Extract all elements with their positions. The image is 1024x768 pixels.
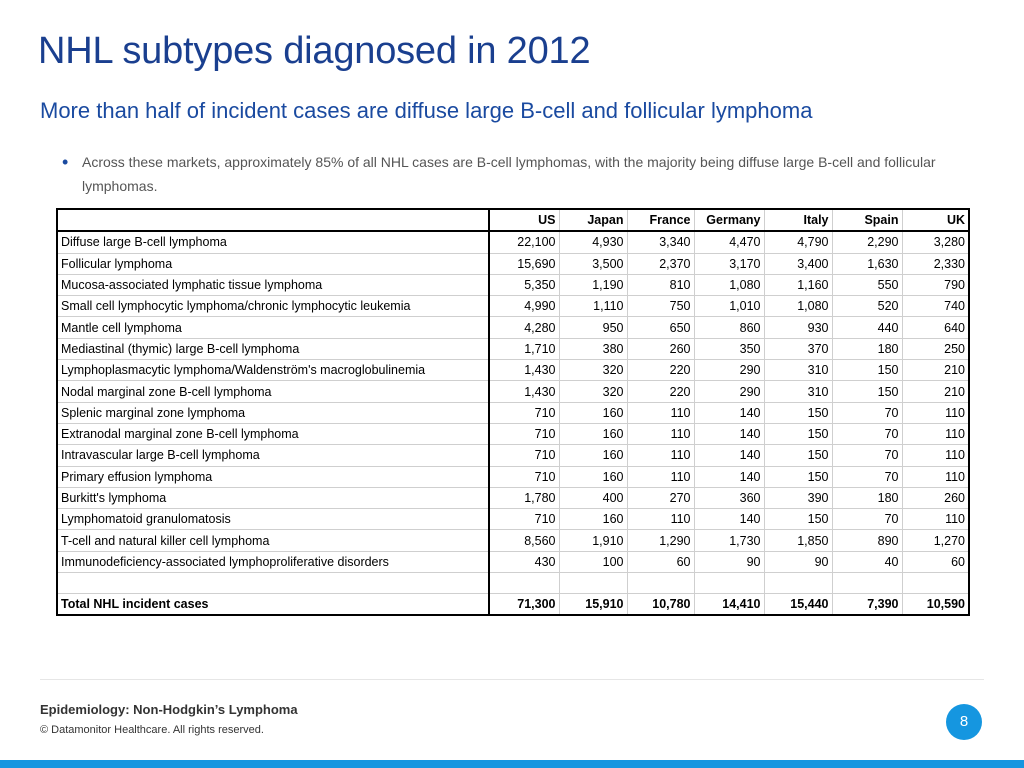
table-row	[57, 231, 969, 253]
row-label: Lymphoplasmacytic lymphoma/Waldenström's macroglobulinemia	[57, 360, 489, 381]
value-cell: 2,290	[832, 231, 902, 253]
value-cell: 350	[694, 338, 764, 359]
spacer-row	[57, 573, 969, 594]
value-cell: 310	[764, 360, 832, 381]
value-cell: 290	[694, 360, 764, 381]
value-cell: 860	[694, 317, 764, 338]
row-label: Mediastinal (thymic) large B-cell lymphoma	[57, 338, 489, 359]
value-cell: 1,190	[559, 274, 627, 295]
row-label: Burkitt's lymphoma	[57, 487, 489, 508]
value-cell: 320	[559, 381, 627, 402]
empty-cell	[764, 573, 832, 594]
value-cell: 8,560	[489, 530, 559, 551]
slide-subtitle: More than half of incident cases are diffuse large B-cell and follicular lymphoma	[40, 98, 813, 123]
value-cell: 360	[694, 487, 764, 508]
value-cell: 110	[902, 509, 969, 530]
value-cell: 650	[627, 317, 694, 338]
value-cell: 550	[832, 274, 902, 295]
value-cell: 790	[902, 274, 969, 295]
value-cell: 150	[764, 509, 832, 530]
footer-divider	[40, 679, 984, 680]
value-cell: 110	[902, 423, 969, 444]
bullet-point	[62, 150, 982, 198]
empty-cell	[694, 573, 764, 594]
value-cell: 390	[764, 487, 832, 508]
value-cell: 140	[694, 509, 764, 530]
table-row	[57, 317, 969, 338]
header-label-cell	[57, 209, 489, 231]
page-number-badge: 8	[946, 704, 982, 740]
value-cell: 3,170	[694, 253, 764, 274]
value-cell: 70	[832, 402, 902, 423]
value-cell: 2,370	[627, 253, 694, 274]
value-cell: 40	[832, 551, 902, 572]
value-cell: 3,400	[764, 253, 832, 274]
value-cell: 210	[902, 360, 969, 381]
slide-title: NHL subtypes diagnosed in 2012	[38, 30, 591, 72]
value-cell: 430	[489, 551, 559, 572]
value-cell: 1,910	[559, 530, 627, 551]
value-cell: 14,410	[694, 594, 764, 616]
value-cell: 1,630	[832, 253, 902, 274]
value-cell: 4,930	[559, 231, 627, 253]
value-cell: 1,430	[489, 381, 559, 402]
value-cell: 210	[902, 381, 969, 402]
table-row	[57, 402, 969, 423]
row-label: Splenic marginal zone lymphoma	[57, 402, 489, 423]
value-cell: 150	[832, 381, 902, 402]
value-cell: 70	[832, 466, 902, 487]
value-cell: 1,290	[627, 530, 694, 551]
header-italy: Italy	[764, 209, 832, 231]
value-cell: 110	[627, 466, 694, 487]
value-cell: 150	[764, 423, 832, 444]
value-cell: 160	[559, 445, 627, 466]
empty-cell	[57, 573, 489, 594]
value-cell: 70	[832, 509, 902, 530]
row-label: Diffuse large B-cell lymphoma	[57, 231, 489, 253]
table-body	[57, 231, 969, 615]
row-label: T-cell and natural killer cell lymphoma	[57, 530, 489, 551]
bullet-text: Across these markets, approximately 85% of all NHL cases are B-cell lymphomas, with the majority being diffuse large B-cell and follicular lymphomas.	[82, 154, 936, 194]
value-cell: 750	[627, 296, 694, 317]
value-cell: 1,730	[694, 530, 764, 551]
value-cell: 110	[627, 445, 694, 466]
value-cell: 220	[627, 360, 694, 381]
value-cell: 260	[627, 338, 694, 359]
value-cell: 740	[902, 296, 969, 317]
row-label: Intravascular large B-cell lymphoma	[57, 445, 489, 466]
value-cell: 90	[694, 551, 764, 572]
value-cell: 2,330	[902, 253, 969, 274]
bullet-dot-icon: •	[62, 152, 69, 172]
value-cell: 100	[559, 551, 627, 572]
value-cell: 640	[902, 317, 969, 338]
value-cell: 150	[764, 445, 832, 466]
value-cell: 150	[832, 360, 902, 381]
value-cell: 310	[764, 381, 832, 402]
empty-cell	[559, 573, 627, 594]
value-cell: 70	[832, 445, 902, 466]
value-cell: 5,350	[489, 274, 559, 295]
value-cell: 70	[832, 423, 902, 444]
empty-cell	[627, 573, 694, 594]
row-label: Mucosa-associated lymphatic tissue lymphoma	[57, 274, 489, 295]
row-label: Lymphomatoid granulomatosis	[57, 509, 489, 530]
value-cell: 110	[902, 445, 969, 466]
value-cell: 950	[559, 317, 627, 338]
value-cell: 1,430	[489, 360, 559, 381]
value-cell: 4,790	[764, 231, 832, 253]
table-row	[57, 253, 969, 274]
value-cell: 1,080	[694, 274, 764, 295]
row-label: Immunodeficiency-associated lymphoproliferative disorders	[57, 551, 489, 572]
value-cell: 15,440	[764, 594, 832, 616]
value-cell: 110	[627, 423, 694, 444]
value-cell: 1,160	[764, 274, 832, 295]
value-cell: 7,390	[832, 594, 902, 616]
value-cell: 110	[902, 402, 969, 423]
value-cell: 22,100	[489, 231, 559, 253]
value-cell: 930	[764, 317, 832, 338]
header-us: US	[489, 209, 559, 231]
value-cell: 260	[902, 487, 969, 508]
value-cell: 160	[559, 402, 627, 423]
table-row	[57, 445, 969, 466]
row-label: Extranodal marginal zone B-cell lymphoma	[57, 423, 489, 444]
bottom-accent-bar	[0, 760, 1024, 768]
value-cell: 520	[832, 296, 902, 317]
value-cell: 710	[489, 466, 559, 487]
table-row	[57, 338, 969, 359]
value-cell: 140	[694, 445, 764, 466]
value-cell: 810	[627, 274, 694, 295]
table-row	[57, 466, 969, 487]
table-row	[57, 296, 969, 317]
row-label: Follicular lymphoma	[57, 253, 489, 274]
table-header-row	[57, 209, 969, 231]
value-cell: 90	[764, 551, 832, 572]
value-cell: 140	[694, 402, 764, 423]
row-label: Mantle cell lymphoma	[57, 317, 489, 338]
value-cell: 1,780	[489, 487, 559, 508]
value-cell: 1,010	[694, 296, 764, 317]
value-cell: 1,710	[489, 338, 559, 359]
table-row	[57, 274, 969, 295]
footer-title: Epidemiology: Non-Hodgkin’s Lymphoma	[40, 702, 298, 717]
row-label: Nodal marginal zone B-cell lymphoma	[57, 381, 489, 402]
value-cell: 1,850	[764, 530, 832, 551]
value-cell: 710	[489, 423, 559, 444]
header-germany: Germany	[694, 209, 764, 231]
value-cell: 150	[764, 466, 832, 487]
value-cell: 160	[559, 509, 627, 530]
value-cell: 1,110	[559, 296, 627, 317]
header-uk: UK	[902, 209, 969, 231]
value-cell: 160	[559, 423, 627, 444]
table-row	[57, 551, 969, 572]
nhl-subtypes-table	[56, 208, 970, 616]
value-cell: 110	[627, 402, 694, 423]
row-label: Small cell lymphocytic lymphoma/chronic lymphocytic leukemia	[57, 296, 489, 317]
value-cell: 60	[902, 551, 969, 572]
value-cell: 10,780	[627, 594, 694, 616]
value-cell: 180	[832, 487, 902, 508]
value-cell: 1,080	[764, 296, 832, 317]
value-cell: 110	[627, 509, 694, 530]
table-row	[57, 360, 969, 381]
value-cell: 270	[627, 487, 694, 508]
value-cell: 4,470	[694, 231, 764, 253]
value-cell: 710	[489, 402, 559, 423]
value-cell: 4,280	[489, 317, 559, 338]
header-japan: Japan	[559, 209, 627, 231]
value-cell: 71,300	[489, 594, 559, 616]
value-cell: 380	[559, 338, 627, 359]
row-label: Primary effusion lymphoma	[57, 466, 489, 487]
value-cell: 710	[489, 445, 559, 466]
header-spain: Spain	[832, 209, 902, 231]
empty-cell	[832, 573, 902, 594]
value-cell: 180	[832, 338, 902, 359]
value-cell: 10,590	[902, 594, 969, 616]
value-cell: 60	[627, 551, 694, 572]
total-row	[57, 594, 969, 616]
empty-cell	[902, 573, 969, 594]
value-cell: 290	[694, 381, 764, 402]
table-row	[57, 509, 969, 530]
value-cell: 140	[694, 466, 764, 487]
value-cell: 3,500	[559, 253, 627, 274]
value-cell: 4,990	[489, 296, 559, 317]
value-cell: 890	[832, 530, 902, 551]
value-cell: 150	[764, 402, 832, 423]
value-cell: 400	[559, 487, 627, 508]
value-cell: 370	[764, 338, 832, 359]
value-cell: 110	[902, 466, 969, 487]
value-cell: 710	[489, 509, 559, 530]
empty-cell	[489, 573, 559, 594]
value-cell: 140	[694, 423, 764, 444]
table-row	[57, 423, 969, 444]
value-cell: 440	[832, 317, 902, 338]
table-row	[57, 487, 969, 508]
footer-copyright: © Datamonitor Healthcare. All rights reserved.	[40, 724, 264, 736]
value-cell: 1,270	[902, 530, 969, 551]
table-row	[57, 381, 969, 402]
value-cell: 3,340	[627, 231, 694, 253]
row-label: Total NHL incident cases	[57, 594, 489, 616]
header-france: France	[627, 209, 694, 231]
value-cell: 320	[559, 360, 627, 381]
value-cell: 15,690	[489, 253, 559, 274]
value-cell: 160	[559, 466, 627, 487]
value-cell: 220	[627, 381, 694, 402]
table-row	[57, 530, 969, 551]
value-cell: 250	[902, 338, 969, 359]
value-cell: 15,910	[559, 594, 627, 616]
value-cell: 3,280	[902, 231, 969, 253]
